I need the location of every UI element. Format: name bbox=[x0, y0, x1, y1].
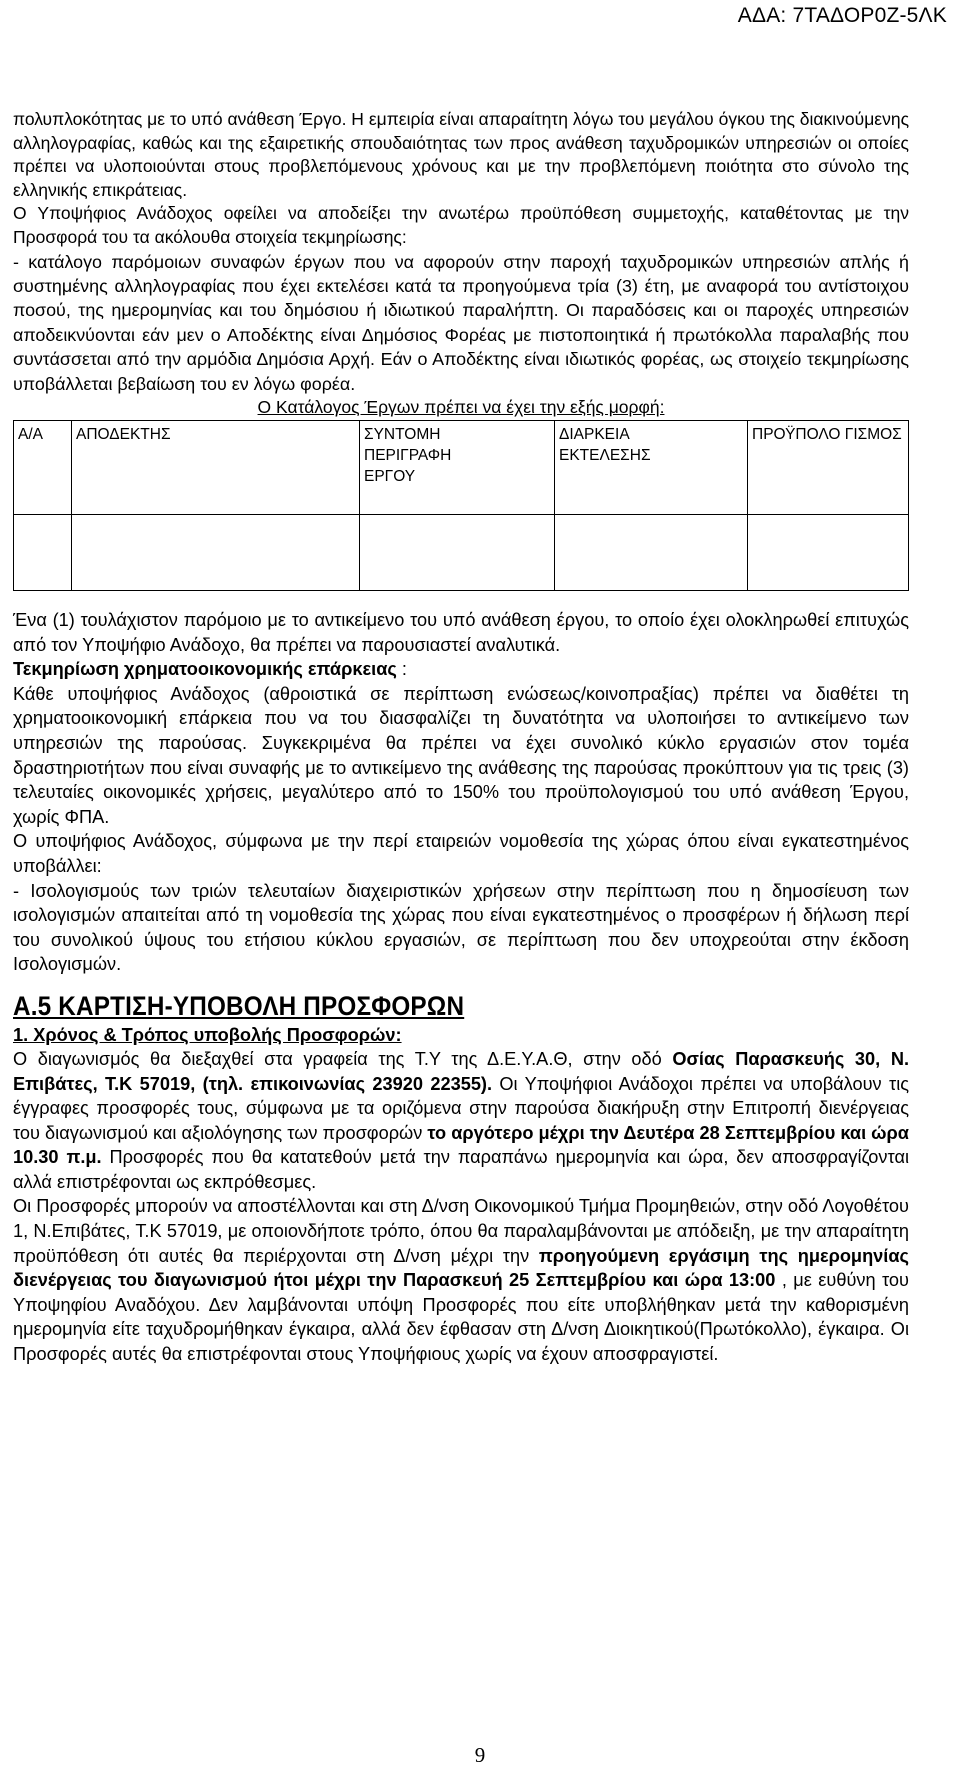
paragraph-similar-works-list: - κατάλογο παρόμοιων συναφών έργων που να αφορούν στην παροχή ταχυδρομικών υπηρεσιών απλής ή συστημένης αλληλογραφίας που έχει εκτελέσει κατά τα προηγούμενα τρία (3) έτη, με αναφορά του αντίστοιχου ποσού, της ημερομηνίας και του δημόσιου ή ιδιωτικού παραλήπτη. Οι παραδόσεις και οι παροχές υπηρεσιών αποδεικνύονται εάν μεν ο Αποδέκτης είναι Δημόσιος Φορέας με πιστοποιητικά ή πρωτόκολλα παραλαβής που συντάσσεται από την αρμόδια Δημόσια Αρχή. Εάν ο Αποδέκτης είναι ιδιωτικός φορέας, ως στοιχείο τεκμηρίωσης υποβάλλεται βεβαίωση του εν λόγω φορέα. bbox=[13, 251, 909, 394]
paragraph-company-law: Ο υποψήφιος Ανάδοχος, σύμφωνα με την περί εταιρειών νομοθεσία της χώρας όπου είναι εγκατεστημένος υποβάλλει: bbox=[13, 831, 909, 876]
document-body bbox=[13, 108, 909, 1367]
works-catalog-table bbox=[13, 420, 909, 591]
table-header-row bbox=[14, 421, 909, 515]
col-header-budget: ΠΡΟΫΠΟΛΟ ΓΙΣΜΟΣ bbox=[748, 421, 909, 515]
paragraph-submission-place: Ο διαγωνισμός θα διεξαχθεί στα γραφεία της Τ.Υ της Δ.Ε.Υ.Α.Θ, στην οδό Οσίας Παρασκευής 30, Ν. Επιβάτες, Τ.Κ 57019, (τηλ. επικοινωνίας 23920 22355). Οι Υποψήφιοι Ανάδοχοι πρέπει να υποβάλουν τις έγγραφες προσφορές τους, σύμφωνα με τα οριζόμενα στην παρούσα διακήρυξη στην Επιτροπή διενέργειας του διαγωνισμού και αξιολόγησης των προσφορών το αργότερο μέχρι την Δευτέρα 28 Σεπτεμβρίου και ώρα 10.30 π.μ. Προσφορές που θα κατατεθούν μετά την παραπάνω ημερομηνία και ώρα, δεν αποσφραγίζονται αλλά επιστρέφονται ως εκπρόθεσμες. bbox=[13, 1048, 910, 1192]
col-header-duration: ΔΙΑΡΚΕΙΑ ΕΚΤΕΛΕΣΗΣ bbox=[555, 421, 748, 515]
document-ada-code: ΑΔΑ: 7ΤΑΔΟΡ0Ζ-5ΛΚ bbox=[737, 4, 947, 27]
col-header-description: ΣΥΝΤΟΜΗ ΠΕΡΙΓΡΑΦΗ ΕΡΓΟΥ bbox=[360, 421, 555, 515]
section-title: Α.5 ΚΑΡΤΙΣΗ-ΥΠΟΒΟΛΗ ΠΡΟΣΦΟΡΩΝ bbox=[13, 990, 465, 1021]
paragraph-financial-adequacy: Κάθε υποψήφιος Ανάδοχος (αθροιστικά σε περίπτωση ενώσεως/κοινοπραξίας) πρέπει να διαθέτει τη χρηματοοικονομική επάρκεια που να του διασφαλίζει τη δυνατότητα να υλοποιήσει το αντικείμενο των υπηρεσιών της παρούσας. Συγκεκριμένα θα πρέπει να έχει συνολικό κύκλο εργασιών στον τομέα δραστηριοτήτων που είναι συναφής με το αντικείμενο της ανάθεσης της παρούσας προκύπτουν για τις τρεις (3) τελευταίες οικονομικές χρήσεις, μεγαλύτερο από το 150% του προϋπολογισμού του υπό ανάθεση Έργου, χωρίς ΦΠΑ. bbox=[13, 683, 909, 827]
financial-adequacy-heading-line: Τεκμηρίωση χρηματοοικονομικής επάρκειας : bbox=[13, 659, 407, 680]
col-header-recipient: ΑΠΟΔΕΚΤΗΣ bbox=[72, 421, 360, 515]
subsection-title: 1. Χρόνος & Τρόπος υποβολής Προσφορών: bbox=[13, 1024, 402, 1045]
paragraph-experience: πολυπλοκότητας με το υπό ανάθεση Έργο. Η εμπειρία είναι απαραίτητη λόγω του μεγάλου όγκου της διακινούμενης αλληλογραφίας, καθώς και της εξαιρετικής σπουδαιότητας των προς ανάθεση ταχυδρομικών υπηρεσιών οι οποίες πρέπει να υλοποιούνται στους προβλεπόμενους χρόνους και με την προβλεπόμενη ποιότητα στο σύνολο της ελληνικής επικράτειας. bbox=[13, 109, 909, 200]
catalog-title: Ο Κατάλογος Έργων πρέπει να έχει την εξής μορφή: bbox=[257, 397, 665, 417]
paragraph-postal-submission: Οι Προσφορές μπορούν να αποστέλλονται και στη Δ/νση Οικονομικού Τμήμα Προμηθειών, στην οδό Λογοθέτου 1, Ν.Επιβάτες, Τ.Κ 57019, με οποιονδήποτε τρόπο, όπου θα παραλαμβάνονται με απόδειξη, με την απαραίτητη προϋπόθεση ότι αυτές θα περιέρχονται στη Δ/νση μέχρι την προηγούμενη εργάσιμη της ημερομηνίας διενέργειας του διαγωνισμού ήτοι μέχρι την Παρασκευή 25 Σεπτεμβρίου και ώρα 13:00 , με ευθύνη του Υποψηφίου Αναδόχου. Δεν λαμβάνονται υπόψη Προσφορές που είτε υποβλήθηκαν μετά την καθορισμένη ημερομηνία είτε ταχυδρομήθηκαν έγκαιρα, αλλά δεν έφθασαν στη Δ/νση Διοικητικού(Πρωτόκολλο), έγκαιρα. Οι Προσφορές αυτές θα επιστρέφονται στους Υποψήφιους χωρίς να έχουν αποσφραγιστεί. bbox=[13, 1196, 909, 1365]
page-number: 9 bbox=[474, 1743, 486, 1767]
col-header-aa: Α/Α bbox=[14, 421, 72, 515]
paragraph-balance-sheets: - Ισολογισμούς των τριών τελευταίων διαχειριστικών χρήσεων στην περίπτωση που η δημοσίευση των ισολογισμών απαιτείται από τη νομοθεσία της χώρας που είναι εγκατεστημένος ο προσφέρων ή δήλωση περί του συνολικού ύψους του ετήσιου κύκλου εργασιών, σε περίπτωση που δεν υποχρεούται στην έκδοση Ισολογισμών. bbox=[13, 880, 909, 975]
paragraph-candidate-proof: Ο Υποψήφιος Ανάδοχος οφείλει να αποδείξει την ανωτέρω προϋπόθεση συμμετοχής, καταθέτοντας με την Προσφορά του τα ακόλουθα στοιχεία τεκμηρίωσης: bbox=[13, 203, 909, 247]
table-row bbox=[14, 515, 909, 591]
paragraph-one-similar: Ένα (1) τουλάχιστον παρόμοιο με το αντικείμενο του υπό ανάθεση έργου, το οποίο έχει ολοκληρωθεί επιτυχώς από τον Υποψήφιο Ανάδοχο, θα πρέπει να παρουσιαστεί αναλυτικά. bbox=[13, 610, 909, 655]
financial-adequacy-heading: Τεκμηρίωση χρηματοοικονομικής επάρκειας bbox=[13, 659, 397, 680]
